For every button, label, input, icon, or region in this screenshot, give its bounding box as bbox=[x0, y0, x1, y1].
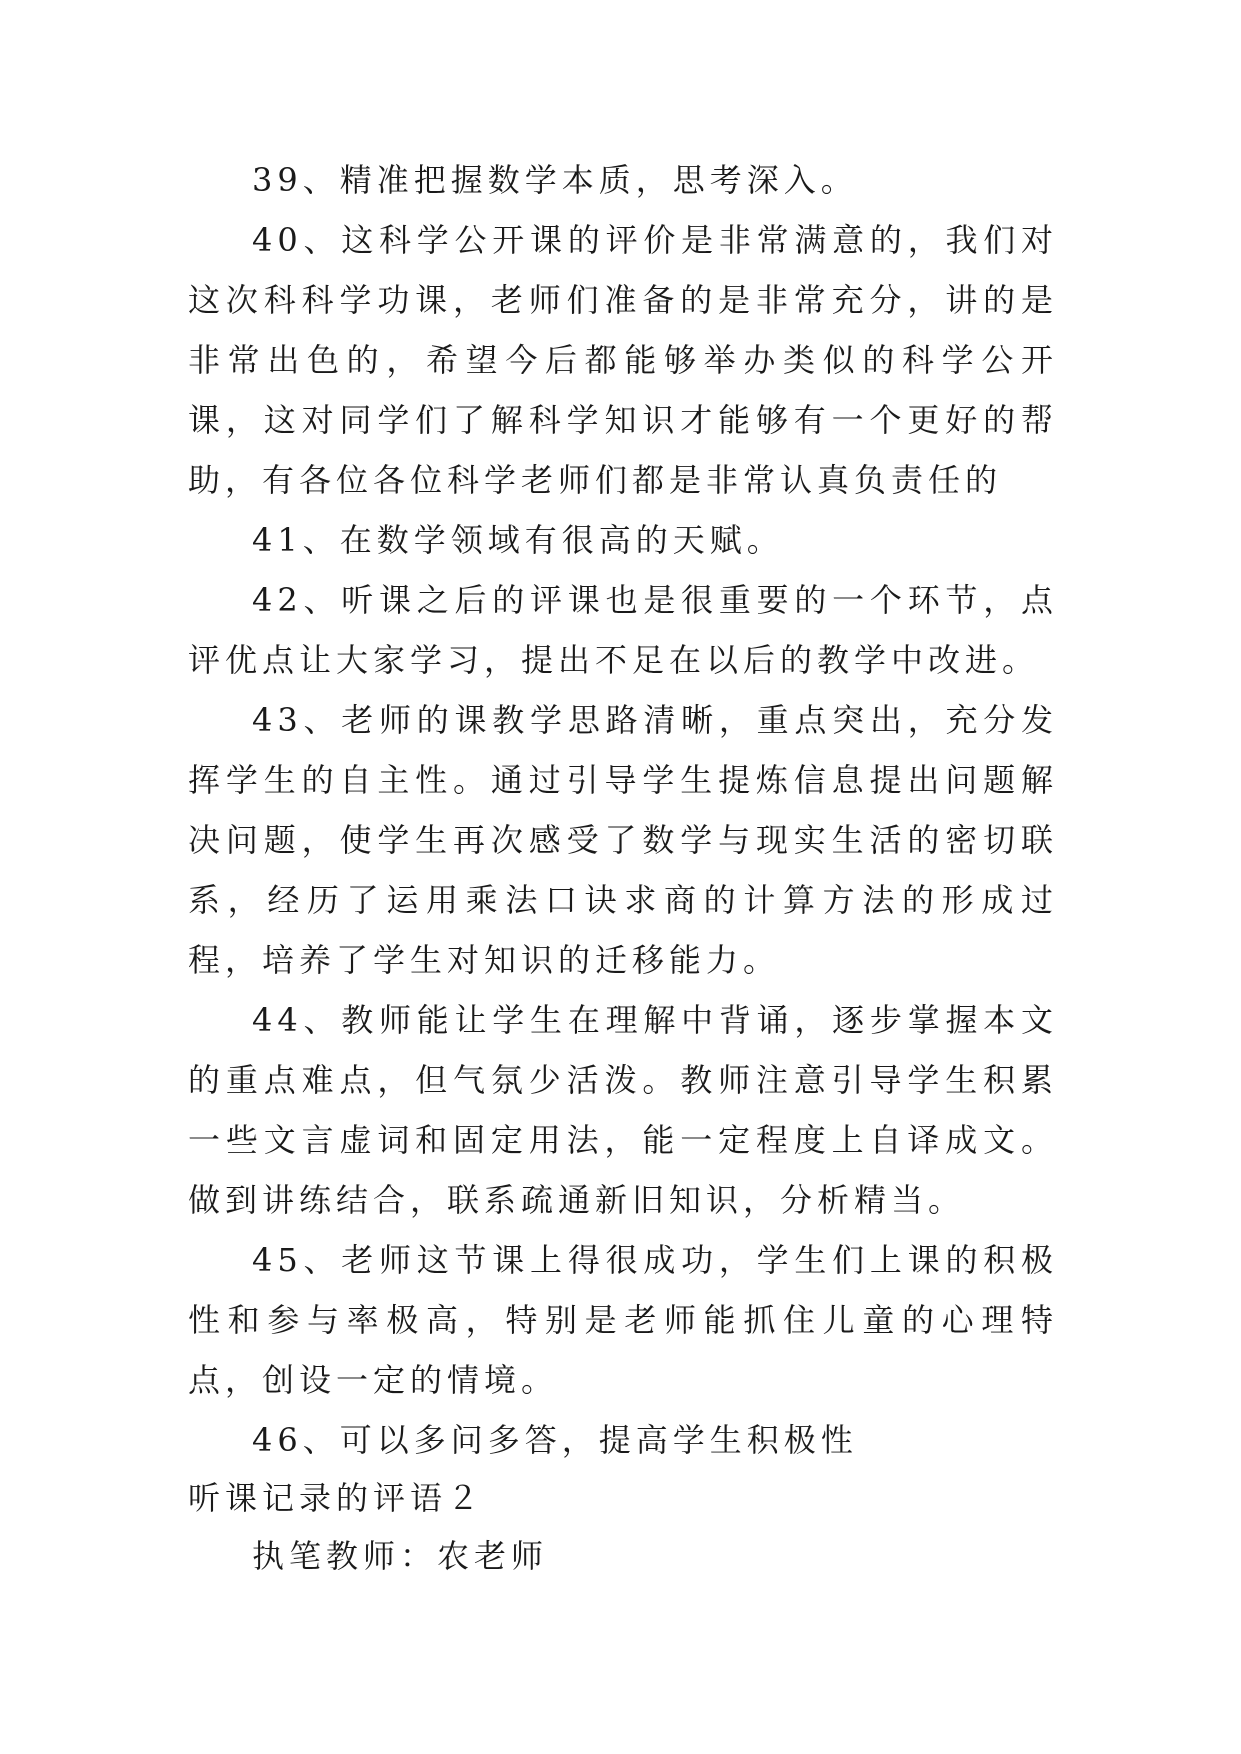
author-line: 执笔教师：农老师 bbox=[252, 1537, 549, 1575]
comment-paragraph-41: 41、在数学领域有很高的天赋。 bbox=[252, 521, 784, 559]
comment-paragraph-42: 42、听课之后的评课也是很重要的一个环节，点评优点让大家学习，提出不足在以后的教学中改进。 bbox=[188, 581, 1058, 679]
comment-paragraph-39: 39、精准把握数学本质，思考深入。 bbox=[252, 161, 858, 199]
comment-paragraph-40: 40、这科学公开课的评价是非常满意的，我们对这次科科学功课，老师们准备的是非常充分，讲的是非常出色的，希望今后都能够举办类似的科学公开课，这对同学们了解科学知识才能够有一个更好的帮助，有各位各位科学老师们都是非常认真负责任的 bbox=[188, 221, 1058, 499]
document-body bbox=[188, 150, 1058, 1586]
section-heading: 听课记录的评语２ bbox=[188, 1479, 485, 1517]
comment-paragraph-43: 43、老师的课教学思路清晰，重点突出，充分发挥学生的自主性。通过引导学生提炼信息提出问题解决问题，使学生再次感受了数学与现实生活的密切联系，经历了运用乘法口诀求商的计算方法的形成过程，培养了学生对知识的迁移能力。 bbox=[188, 701, 1058, 979]
comment-paragraph-45: 45、老师这节课上得很成功，学生们上课的积极性和参与率极高，特别是老师能抓住儿童的心理特点，创设一定的情境。 bbox=[188, 1241, 1058, 1399]
comment-paragraph-46: 46、可以多问多答，提高学生积极性 bbox=[252, 1421, 858, 1459]
comment-paragraph-44: 44、教师能让学生在理解中背诵，逐步掌握本文的重点难点，但气氛少活泼。教师注意引导学生积累一些文言虚词和固定用法，能一定程度上自译成文。做到讲练结合，联系疏通新旧知识，分析精当。 bbox=[188, 1001, 1058, 1219]
